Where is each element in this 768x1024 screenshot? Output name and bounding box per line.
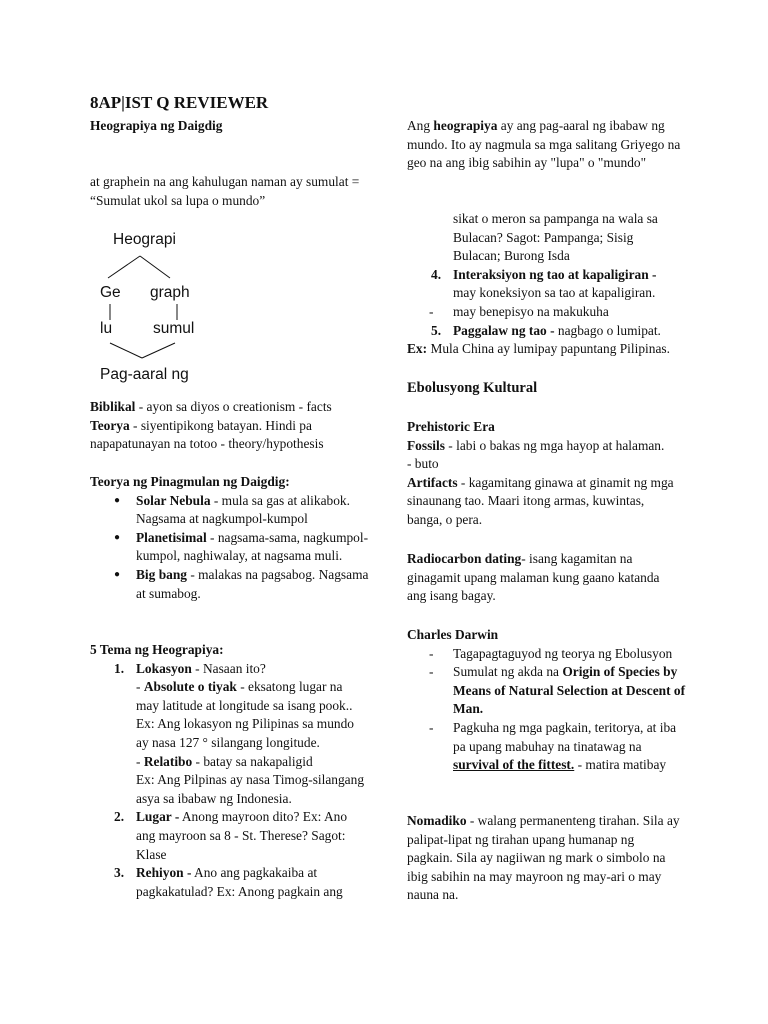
diagram-bottom-label: Pag-aaral ng bbox=[100, 366, 189, 383]
darwin-heading: Charles Darwin bbox=[407, 627, 499, 642]
list-item: ● Big bang - malakas na pagsabog. Nagsama at sumabog. bbox=[90, 566, 370, 603]
ebolusyon-section: Prehistoric Era Fossils - labi o bakas ng mga hayop at halaman. - buto Artifacts - kagamitang ginawa at ginamit ng mga sinaunang tao. Maari itong armas, kuwintas, banga, o pera. bbox=[407, 418, 682, 530]
def-biblikal: Biblikal - ayon sa diyos o creationism - facts bbox=[90, 399, 332, 414]
teorya-section bbox=[90, 473, 370, 603]
list-item: ● Solar Nebula - mula sa gas at alikabok. Nagsama at nagkumpol-kumpol bbox=[90, 492, 370, 529]
tema-list bbox=[90, 660, 365, 902]
diagram-left2: lu bbox=[100, 320, 113, 337]
def-teorya: Teorya - siyentipikong batayan. Hindi pa napapatunayan na totoo - theory/hypothesis bbox=[90, 417, 324, 452]
intro-continuation: at graphein na ang kahulugan naman ay sumulat = “Sumulat ukol sa lupa o mundo” bbox=[90, 174, 360, 208]
diagram-lines bbox=[90, 228, 290, 384]
tema-continuation: sikat o meron sa pampanga na wala sa Bulacan? Sagot: Pampanga; Sisig Bulacan; Burong Isda 4. Interaksiyon ng tao at kapaligiran - may koneksiyon sa tao at kapaligiran. - may benepisyo na makukuha 5. Paggalaw ng tao - nagbago o lumipat. Ex: Mula China ay lumipay papuntang Pilipinas. bbox=[407, 210, 687, 359]
list-item: 2. Lugar - Anong mayroon dito? Ex: Ano ang mayroon sa 8 - St. Therese? Sagot: Klase bbox=[114, 809, 348, 862]
heograpiya-diagram bbox=[90, 228, 290, 384]
list-item: 4. Interaksiyon ng tao at kapaligiran - bbox=[431, 266, 657, 282]
radiocarbon-def: Radiocarbon dating- isang kagamitan na ginagamit upang malaman kung gaano katanda ang isang bagay. bbox=[407, 551, 660, 604]
definitions bbox=[90, 398, 370, 454]
era-heading: Prehistoric Era bbox=[407, 419, 495, 434]
list-item: - may benepisyo na makukuha bbox=[429, 303, 609, 319]
darwin-section bbox=[407, 626, 687, 775]
teorya-heading: Teorya ng Pinagmulan ng Daigdig: bbox=[90, 474, 290, 489]
intro-right: Ang heograpiya ay ang pag-aaral ng ibabaw ng mundo. Ito ay nagmula sa mga salitang Griyego na geo na ang ibig sabihin ay "lupa" o "mundo" bbox=[407, 118, 681, 171]
subtitle: Heograpiya ng Daigdig bbox=[90, 118, 223, 133]
diagram-right1: graph bbox=[150, 284, 190, 301]
list-item: - Pagkuha ng mga pagkain, teritorya, at iba pa upang mabuhay na tinatawag na survival of the fittest. - matira matibay bbox=[429, 719, 677, 773]
tema-heading: 5 Tema ng Heograpiya: bbox=[90, 642, 224, 657]
ebolusyon-heading: Ebolusyong Kultural bbox=[407, 380, 538, 396]
diagram-left1: Ge bbox=[100, 284, 121, 301]
tema-section bbox=[90, 641, 365, 901]
tema-example: Ex: Mula China ay lumipay papuntang Pilipinas. bbox=[407, 341, 670, 357]
fossils-def: Fossils - labi o bakas ng mga hayop at halaman. bbox=[407, 437, 665, 453]
diagram-right2: sumul bbox=[153, 320, 195, 337]
list-item: - Tagapagtaguyod ng teorya ng Ebolusyon bbox=[429, 645, 673, 661]
list-item: 5. Paggalaw ng tao - nagbago o lumipat. bbox=[431, 322, 661, 338]
list-item: 3. Rehiyon - Ano ang pagkakaiba at pagkakatulad? Ex: Anong pagkain ang bbox=[114, 865, 343, 899]
artifacts-def: Artifacts - kagamitang ginawa at ginamit ng mga sinaunang tao. Maari itong armas, kuwintas, banga, o pera. bbox=[407, 474, 674, 527]
list-item: 1. Lokasyon - Nasaan ito? - Absolute o tiyak - eksatong lugar na may latitude at longitude sa isang pook.. Ex: Ang lokasyon ng Pilipinas sa mundo ay nasa 127 ° silangang longitude. - Relatibo - batay sa nakapaligid Ex: Ang Pilpinas ay nasa Timog-silangang asya sa ibabaw ng Indonesia. bbox=[114, 660, 365, 806]
page-title: 8AP|IST Q REVIEWER bbox=[90, 93, 269, 112]
list-item: ● Planetisimal - nagsama-sama, nagkumpol-kumpol, naghiwalay, at nagsama muli. bbox=[90, 529, 370, 566]
teorya-list bbox=[90, 492, 370, 604]
diagram-top-label: Heograpi bbox=[113, 231, 176, 248]
nomadiko-def: Nomadiko - walang permanenteng tirahan. Sila ay palipat-lipat ng tirahan upang humanap ng pagkain. Sila ay nagiiwan ng mark o simbolo na ibig sabihin na may mayroon ng may-ari o may nauna na. bbox=[407, 813, 680, 903]
list-item: - Sumulat ng akda na Origin of Species by Means of Natural Selection at Descent of Man. bbox=[429, 664, 686, 717]
